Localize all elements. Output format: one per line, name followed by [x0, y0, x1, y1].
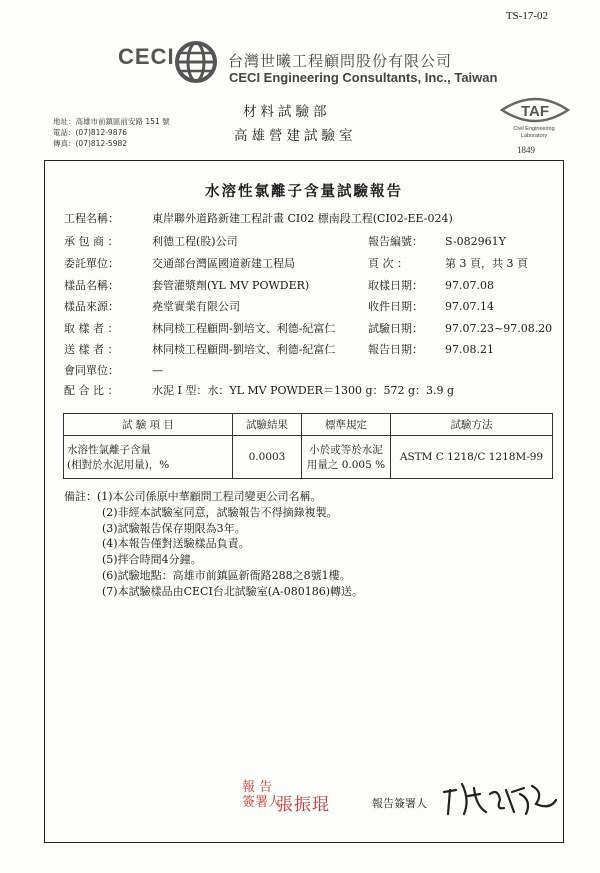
field-label-received-date: 收件日期： [368, 300, 423, 313]
ceci-logo-text: CECI [118, 44, 175, 69]
field-label-client: 委託單位： [64, 257, 119, 270]
stamp-line-1: 報 告 [242, 780, 273, 795]
table-row [64, 436, 553, 479]
globe-logo-icon [174, 40, 218, 84]
field-label-sample-name: 樣品名稱： [64, 279, 119, 292]
results-table [63, 413, 553, 479]
address-block [53, 116, 170, 149]
stamp-line-2: 簽署人 [242, 795, 282, 810]
field-value-test-date: 97.07.23~97.08.20 [445, 322, 553, 335]
field-label-submitter: 送 樣 者 ： [64, 343, 119, 356]
field-value-sample-source: 堯堂實業有限公司 [152, 300, 240, 313]
field-value-project: 東岸聯外道路新建工程計畫 CI02 標南段工程(CI02-EE-024) [152, 212, 453, 225]
header-test-item: 試 驗 項 目 [64, 414, 233, 436]
handwritten-signature [440, 770, 560, 820]
field-label-project: 工程名稱： [64, 212, 119, 225]
field-value-report-no: S-082961Y [445, 235, 506, 248]
header-test-result: 試驗結果 [233, 414, 302, 436]
taf-number: 1849 [517, 145, 535, 155]
field-label-contractor: 承 包 商 ： [64, 235, 119, 248]
field-value-mix-ratio: 水泥 I 型：水：YL MV POWDER＝1300 g：572 g：3.9 g [152, 384, 455, 397]
phone-line: 電話：(07)812-9876 [53, 128, 128, 137]
field-label-sampling-date: 取樣日期： [368, 279, 423, 292]
taf-subtitle: Civil Engineering Laboratory [513, 126, 555, 139]
test-item-basis: (相對於水泥用量)，% [67, 459, 170, 471]
notes-block [64, 489, 363, 600]
cell-test-result: 0.0003 [233, 436, 302, 479]
note-item: (6)試驗地點：高雄市前鎮區新衙路288之8號1樓。 [102, 568, 351, 582]
company-name-zh: 台灣世曦工程顧問股份有限公司 [228, 52, 453, 70]
field-label-page: 頁 次 ： [368, 257, 408, 270]
field-label-mix-ratio: 配 合 比 ： [64, 384, 119, 397]
field-value-report-date: 97.08.21 [445, 343, 494, 356]
field-value-sampling-date: 97.07.08 [445, 279, 494, 292]
form-number: TS-17-02 [505, 10, 548, 22]
field-label-report-date: 報告日期： [368, 343, 423, 356]
note-item: (5)拌合時間4分鐘。 [102, 553, 202, 567]
field-value-witness: — [152, 364, 163, 377]
field-label-test-date: 試驗日期： [368, 322, 423, 335]
report-title: 水溶性氯離子含量試驗報告 [205, 183, 403, 200]
standard-line-1: 小於或等於水泥 [309, 444, 383, 456]
company-name-en: CECI Engineering Consultants, Inc., Taiwan [229, 70, 498, 85]
field-label-report-no: 報告編號： [368, 235, 423, 248]
signer-label: 報告簽署人 [372, 797, 427, 810]
field-value-received-date: 97.07.14 [445, 300, 494, 313]
field-label-witness: 會同單位： [64, 364, 119, 377]
standard-line-2: 用量之 0.005 % [306, 459, 386, 471]
test-item-name: 水溶性氯離子含量 [67, 444, 151, 456]
note-item: (2)非經本試驗室同意，試驗報告不得摘錄複製。 [102, 505, 338, 519]
note-item: 備註：(1)本公司係原中華顧問工程司變更公司名稱。 [64, 490, 322, 503]
field-value-sampler: 林同棪工程顧問-劉培文、利德-紀富仁 [152, 322, 336, 335]
fax-line: 傳真：(07)812-5982 [53, 139, 128, 148]
note-item: (3)試驗報告保存期限為3年。 [102, 521, 246, 535]
laboratory-name: 高雄營建試驗室 [234, 128, 357, 144]
cell-test-item [64, 436, 233, 479]
table-header-row [64, 414, 553, 436]
field-value-sample-name: 套管灌漿劑(YL MV POWDER) [152, 279, 310, 292]
field-value-client: 交通部台灣區國道新建工程局 [152, 257, 295, 270]
taf-accreditation-logo-icon [496, 88, 574, 152]
header-test-method: 試驗方法 [391, 414, 553, 436]
cell-test-method: ASTM C 1218/C 1218M-99 [391, 436, 553, 479]
note-item: (4)本報告僅對送驗樣品負責。 [102, 537, 250, 551]
signer-stamp-name: 張振琨 [276, 795, 330, 815]
address-line: 地址：高雄市前鎮區前安路 151 號 [53, 117, 170, 126]
field-value-contractor: 利德工程(股)公司 [152, 235, 238, 248]
field-value-submitter: 林同棪工程顧問-劉培文、利德-紀富仁 [152, 343, 336, 356]
field-value-page: 第 3 頁，共 3 頁 [445, 257, 528, 270]
note-item: (7)本試驗樣品由CECI台北試驗室(A-080186)轉送。 [102, 584, 364, 598]
department-name: 材料試驗部 [243, 104, 331, 120]
taf-logo-text: TAF [520, 103, 550, 120]
header-standard: 標準規定 [302, 414, 391, 436]
field-label-sampler: 取 樣 者 ： [64, 322, 119, 335]
field-label-sample-source: 樣品來源： [64, 300, 119, 313]
cell-standard [302, 436, 391, 479]
